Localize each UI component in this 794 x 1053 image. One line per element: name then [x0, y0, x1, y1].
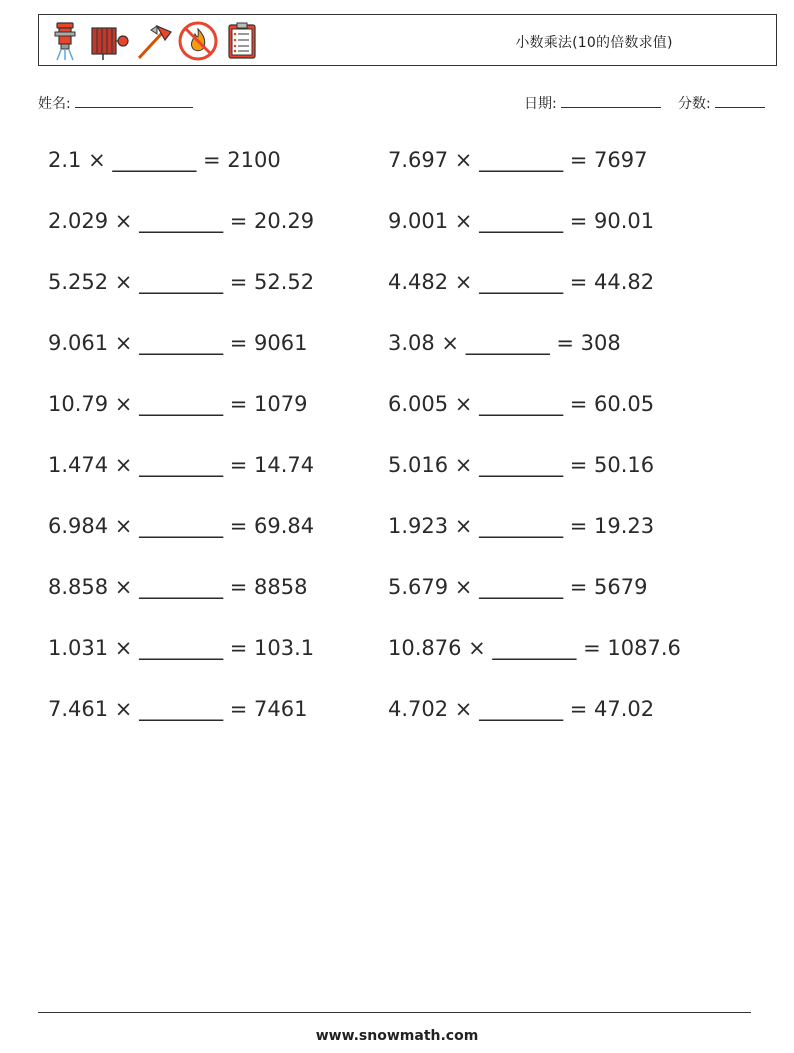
date-blank[interactable]: [561, 93, 661, 108]
score-blank[interactable]: [715, 93, 765, 108]
date-field[interactable]: [524, 93, 661, 113]
problem-item[interactable]: 10.876 × ________ = 1087.6: [388, 636, 681, 660]
problem-item[interactable]: 2.1 × ________ = 2100: [48, 148, 281, 172]
score-field[interactable]: [678, 93, 765, 113]
problem-item[interactable]: 1.031 × ________ = 103.1: [48, 636, 315, 660]
problem-item[interactable]: 6.984 × ________ = 69.84: [48, 514, 315, 538]
problem-item[interactable]: 5.016 × ________ = 50.16: [388, 453, 655, 477]
icon-strip: [45, 20, 263, 62]
problem-item[interactable]: 1.923 × ________ = 19.23: [388, 514, 655, 538]
fire-hose-reel-icon: [89, 20, 131, 62]
problem-item[interactable]: 8.858 × ________ = 8858: [48, 575, 308, 599]
name-label: 姓名:: [38, 96, 71, 112]
worksheet-header: [38, 14, 777, 66]
problem-item[interactable]: 4.702 × ________ = 47.02: [388, 697, 655, 721]
name-field[interactable]: [38, 93, 193, 113]
date-label: 日期:: [524, 96, 557, 112]
footer-url[interactable]: www.snowmath.com: [315, 1028, 479, 1044]
checklist-clipboard-icon: [221, 20, 263, 62]
fire-axe-icon: [133, 20, 175, 62]
no-fire-icon: [177, 20, 219, 62]
footer-divider: [38, 1012, 751, 1013]
problem-item[interactable]: 5.252 × ________ = 52.52: [48, 270, 315, 294]
problem-item[interactable]: 7.697 × ________ = 7697: [388, 148, 648, 172]
name-blank[interactable]: [75, 93, 193, 108]
problem-item[interactable]: 3.08 × ________ = 308: [388, 331, 621, 355]
problem-item[interactable]: 7.461 × ________ = 7461: [48, 697, 308, 721]
problem-item[interactable]: 9.061 × ________ = 9061: [48, 331, 308, 355]
problem-item[interactable]: 6.005 × ________ = 60.05: [388, 392, 655, 416]
problem-item[interactable]: 5.679 × ________ = 5679: [388, 575, 648, 599]
problem-item[interactable]: 1.474 × ________ = 14.74: [48, 453, 315, 477]
score-label: 分数:: [678, 96, 711, 112]
problem-item[interactable]: 9.001 × ________ = 90.01: [388, 209, 655, 233]
problem-item[interactable]: 2.029 × ________ = 20.29: [48, 209, 315, 233]
worksheet-title: 小数乘法(10的倍数求值): [515, 35, 673, 51]
problem-item[interactable]: 10.79 × ________ = 1079: [48, 392, 308, 416]
fire-hydrant-icon: [45, 20, 87, 62]
problem-item[interactable]: 4.482 × ________ = 44.82: [388, 270, 655, 294]
